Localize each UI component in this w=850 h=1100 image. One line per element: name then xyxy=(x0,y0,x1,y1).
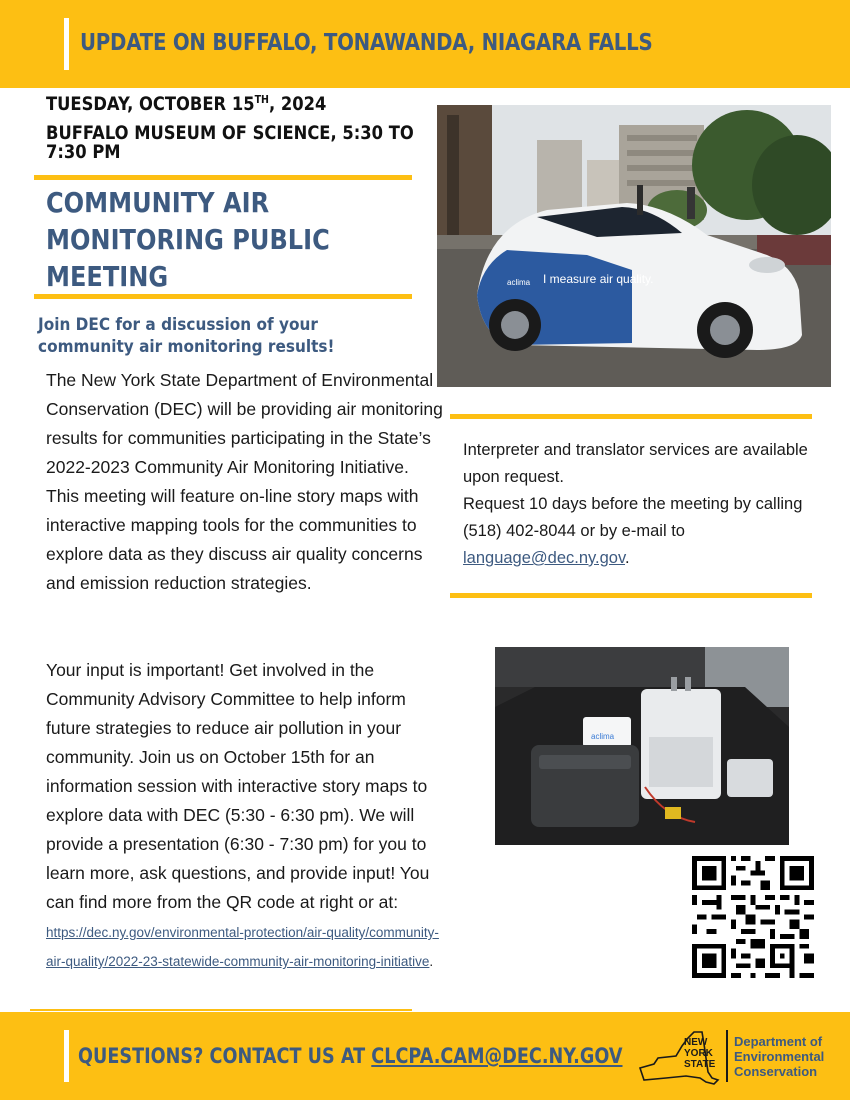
aclima-car-photo xyxy=(437,105,831,387)
logo-dept-line-2: Environmental xyxy=(734,1049,825,1064)
footer-accent-bar xyxy=(64,1030,69,1082)
title-line-2: MONITORING PUBLIC xyxy=(46,223,330,256)
logo-dept-line-1: Department of xyxy=(734,1034,823,1049)
services-request-text: Request 10 days before the meeting by calling (518) 402-8044 or by e-mail to xyxy=(463,495,803,540)
car-decal-text: I measure air quality. xyxy=(543,272,654,286)
title-line-3: MEETING xyxy=(46,260,169,293)
services-request xyxy=(463,491,808,572)
logo-state-line-3: STATE xyxy=(684,1059,716,1070)
subheading: Join DEC for a discussion of your community air monitoring results! xyxy=(38,315,335,357)
footer-contact-label: QUESTIONS? CONTACT US AT xyxy=(78,1044,372,1068)
event-venue: BUFFALO MUSEUM OF SCIENCE, 5:30 TO 7:30 PM xyxy=(46,122,414,163)
body-paragraph-1: The New York State Department of Environmental Conservation (DEC) will be providing air monitoring results for communities participating in the State’s 2022-2023 Community Air Monitoring Initiative. This meeting will feature on-line story maps with interactive mapping tools for the communities to explore data as they discuss air quality concerns and emission reduction strategies. xyxy=(46,370,443,593)
logo-divider xyxy=(726,1030,728,1082)
qr-code[interactable] xyxy=(692,856,814,978)
event-date-main: TUESDAY, OCTOBER 15 xyxy=(46,93,255,115)
header-title: UPDATE ON BUFFALO, TONAWANDA, NIAGARA FALLS xyxy=(80,30,653,56)
event-date xyxy=(46,94,326,114)
equipment-brand-text: aclima xyxy=(591,732,615,741)
nys-map-logo-icon xyxy=(636,1028,720,1088)
divider-rule xyxy=(34,294,412,299)
services-end: . xyxy=(625,549,630,567)
dec-logo-text xyxy=(734,1034,844,1079)
header-accent-bar xyxy=(64,18,69,70)
event-date-year: , 2024 xyxy=(268,93,327,115)
body-paragraph-2 xyxy=(46,656,446,976)
logo-state-line-2: YORK xyxy=(684,1048,713,1059)
footer-contact xyxy=(78,1044,623,1068)
title-line-1: COMMUNITY AIR xyxy=(46,186,270,219)
logo-state-line-1: NEW xyxy=(684,1037,708,1048)
logo-dept-line-3: Conservation xyxy=(734,1064,818,1079)
divider-rule xyxy=(34,175,412,180)
divider-rule xyxy=(450,414,812,419)
initiative-link[interactable]: https://dec.ny.gov/environmental-protection/air-quality/community-air-quality/2022-23-statewide-community-air-monitoring-initiative xyxy=(46,925,439,969)
contact-email-link[interactable]: CLCPA.CAM@DEC.NY.GOV xyxy=(371,1044,623,1068)
interpreter-services-text xyxy=(463,437,808,572)
monitoring-equipment-photo xyxy=(495,647,789,845)
page-title xyxy=(46,184,373,295)
divider-rule xyxy=(450,593,812,598)
divider-rule xyxy=(30,1009,412,1011)
car-brand-text: aclima xyxy=(507,278,531,287)
body-paragraph-2-text: Your input is important! Get involved in the Community Advisory Committee to help inform future strategies to reduce air pollution in your community. Join us on October 15th for an information session with interactive story maps to explore data with DEC (5:30 - 6:30 pm). We will provide a presentation (6:30 - 7:30 pm) for you to learn more, ask questions, and provide input! You can find more from the QR code at right or at: xyxy=(46,660,430,912)
event-date-suffix: TH xyxy=(254,93,269,106)
services-availability: Interpreter and translator services are available upon request. xyxy=(463,441,808,486)
language-email-link[interactable]: language@dec.ny.gov xyxy=(463,549,626,567)
link-period: . xyxy=(429,954,434,969)
